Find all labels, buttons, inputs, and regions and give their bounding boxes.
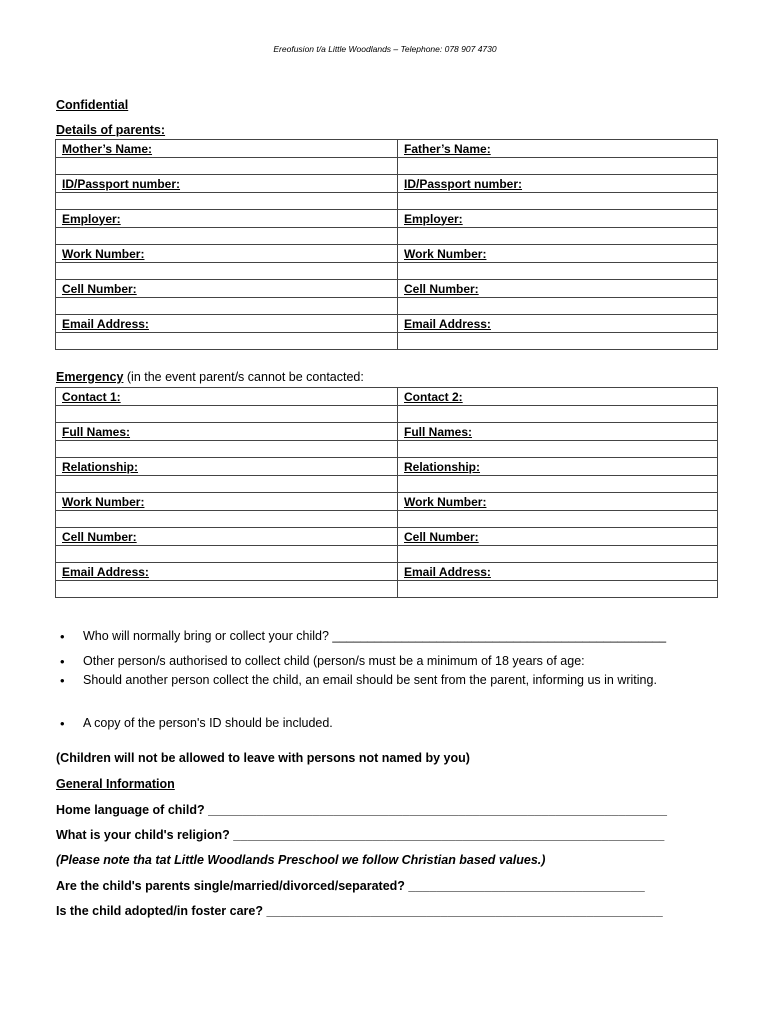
emergency-heading	[56, 370, 364, 384]
values-note: (Please note tha tat Little Woodlands Preschool we follow Christian based values.)	[56, 853, 546, 867]
father-cell-number-label: Cell Number:	[398, 280, 718, 298]
id-bullet-list	[56, 714, 726, 733]
mother-id-field[interactable]	[56, 193, 398, 210]
religion-line: What is your child's religion? ______________________________________________________________	[56, 828, 665, 842]
contact1-work-number-label: Work Number:	[56, 493, 398, 511]
mother-work-number-label: Work Number:	[56, 245, 398, 263]
contact2-full-names-label: Full Names:	[398, 423, 718, 441]
mother-cell-number-label: Cell Number:	[56, 280, 398, 298]
father-employer-label: Employer:	[398, 210, 718, 228]
mother-work-number-field[interactable]	[56, 263, 398, 280]
father-name-field[interactable]	[398, 158, 718, 175]
mother-name-label: Mother’s Name:	[56, 140, 398, 158]
father-employer-field[interactable]	[398, 228, 718, 245]
father-id-field[interactable]	[398, 193, 718, 210]
contact2-relationship-label: Relationship:	[398, 458, 718, 476]
contact2-label: Contact 2:	[398, 388, 718, 406]
page-header: Ereofusion t/a Little Woodlands – Telephone: 078 907 4730	[273, 44, 497, 54]
contact2-field[interactable]	[398, 406, 718, 423]
contact1-cell-number-label: Cell Number:	[56, 528, 398, 546]
father-email-label: Email Address:	[398, 315, 718, 333]
contact1-relationship-label: Relationship:	[56, 458, 398, 476]
contact1-label: Contact 1:	[56, 388, 398, 406]
collection-bullet-list	[56, 627, 726, 646]
contact2-work-number-label: Work Number:	[398, 493, 718, 511]
contact1-full-names-label: Full Names:	[56, 423, 398, 441]
mother-employer-label: Employer:	[56, 210, 398, 228]
contact1-work-number-field[interactable]	[56, 511, 398, 528]
contact1-email-label: Email Address:	[56, 563, 398, 581]
father-work-number-field[interactable]	[398, 263, 718, 280]
mother-email-field[interactable]	[56, 333, 398, 350]
emergency-table	[55, 387, 718, 598]
adoption-line: Is the child adopted/in foster care? _________________________________________________________	[56, 904, 663, 918]
mother-cell-number-field[interactable]	[56, 298, 398, 315]
father-id-label: ID/Passport number:	[398, 175, 718, 193]
contact1-relationship-field[interactable]	[56, 476, 398, 493]
father-email-field[interactable]	[398, 333, 718, 350]
contact2-relationship-field[interactable]	[398, 476, 718, 493]
contact1-cell-number-field[interactable]	[56, 546, 398, 563]
emergency-note: (in the event parent/s cannot be contacted:	[123, 370, 364, 384]
authorisation-bullet-list	[56, 652, 726, 690]
contact2-cell-number-field[interactable]	[398, 546, 718, 563]
contact2-email-field[interactable]	[398, 581, 718, 598]
contact2-email-label: Email Address:	[398, 563, 718, 581]
general-information-heading: General Information	[56, 777, 175, 791]
contact2-cell-number-label: Cell Number:	[398, 528, 718, 546]
contact1-full-names-field[interactable]	[56, 441, 398, 458]
father-work-number-label: Work Number:	[398, 245, 718, 263]
contact2-work-number-field[interactable]	[398, 511, 718, 528]
home-language-line: Home language of child? __________________________________________________________________	[56, 803, 667, 817]
parents-table	[55, 139, 718, 350]
list-item: • A copy of the person's ID should be included.	[56, 714, 726, 733]
mother-email-label: Email Address:	[56, 315, 398, 333]
mother-name-field[interactable]	[56, 158, 398, 175]
contact2-full-names-field[interactable]	[398, 441, 718, 458]
contact1-field[interactable]	[56, 406, 398, 423]
marital-status-line: Are the child's parents single/married/divorced/separated? __________________________________	[56, 879, 645, 893]
emergency-title: Emergency	[56, 370, 124, 384]
list-item: • Who will normally bring or collect your child? ________________________________________________	[56, 627, 726, 646]
list-item: • Should another person collect the child, an email should be sent from the parent, informing us in writing.	[56, 671, 683, 690]
father-name-label: Father’s Name:	[398, 140, 718, 158]
confidential-heading: Confidential	[56, 98, 129, 112]
parents-heading: Details of parents:	[56, 123, 166, 137]
mother-id-label: ID/Passport number:	[56, 175, 398, 193]
mother-employer-field[interactable]	[56, 228, 398, 245]
notice-text: (Children will not be allowed to leave with persons not named by you)	[56, 751, 470, 765]
list-item: • Other person/s authorised to collect child (person/s must be a minimum of 18 years of age:	[56, 652, 726, 671]
father-cell-number-field[interactable]	[398, 298, 718, 315]
contact1-email-field[interactable]	[56, 581, 398, 598]
